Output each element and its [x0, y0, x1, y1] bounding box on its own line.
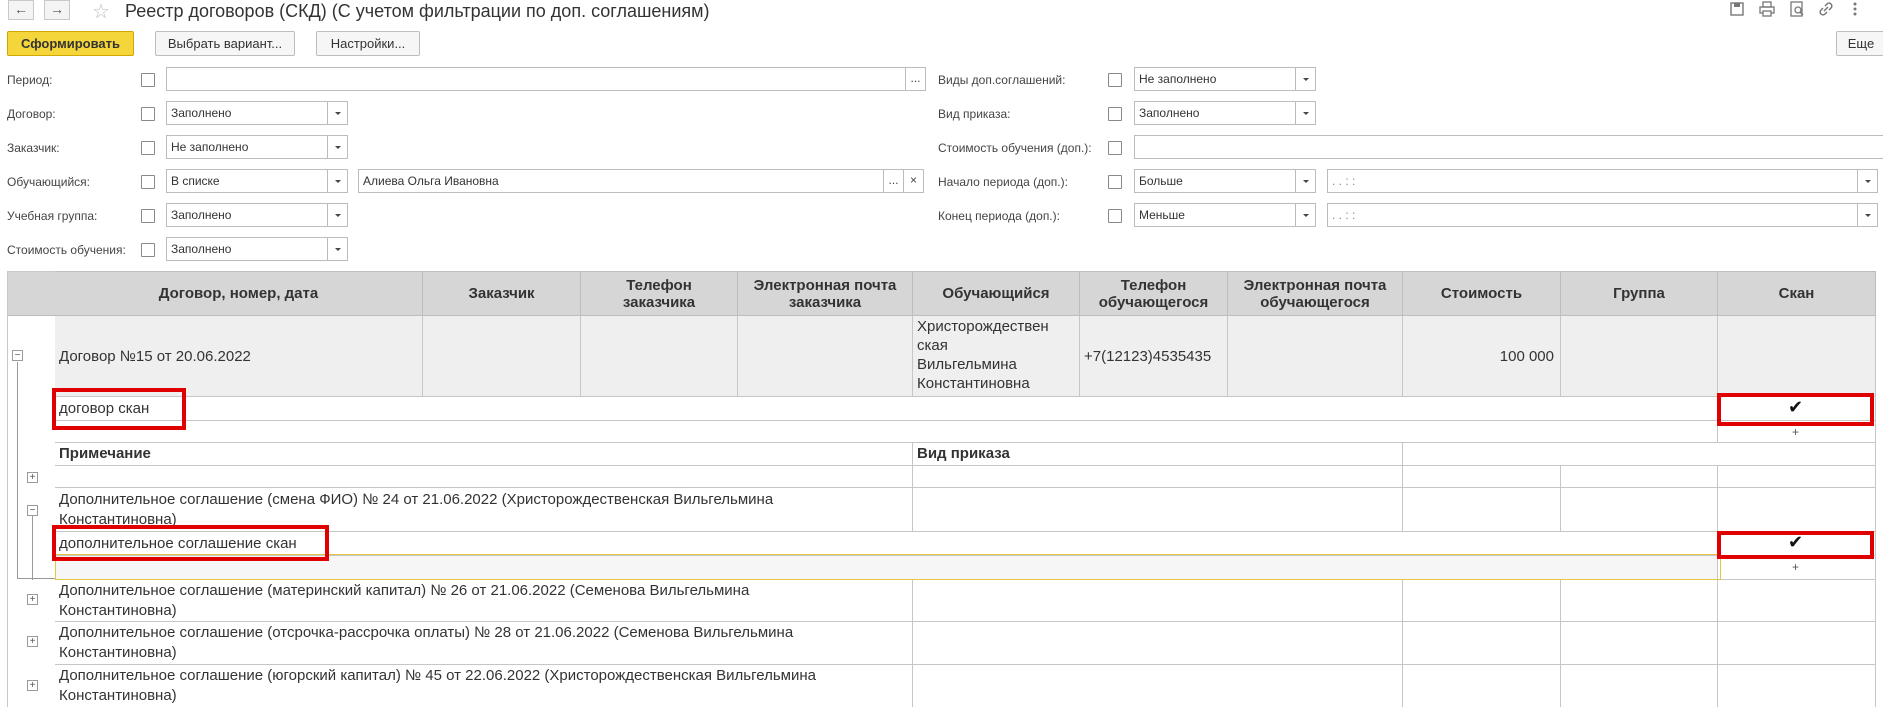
student-clear-button[interactable]: × [904, 169, 924, 193]
agreement-row[interactable]: Дополнительное соглашение (смена ФИО) № 24 от 21.06.2022 (Христорождественская Вильгельмина Константиновна) [55, 488, 913, 532]
addagr-types-select[interactable]: Не заполнено [1134, 67, 1296, 91]
annotation-highlight-box [52, 525, 329, 561]
more-button[interactable]: Еще [1836, 31, 1883, 56]
student-condition-dropdown-button[interactable] [328, 169, 348, 193]
customer-cell [423, 316, 581, 397]
link-icon[interactable] [1818, 1, 1834, 17]
annotation-highlight-box [1717, 531, 1874, 559]
period-end-add-date-dropdown-button[interactable] [1858, 203, 1878, 227]
header-customer-phone: Телефон заказчика [581, 271, 738, 316]
period-end-add-condition-select[interactable]: Меньше [1134, 203, 1296, 227]
cost-select[interactable]: Заполнено [166, 237, 328, 261]
customer-checkbox[interactable] [141, 141, 155, 155]
order-type-select[interactable]: Заполнено [1134, 101, 1296, 125]
period-end-add-checkbox[interactable] [1108, 209, 1122, 223]
collapse-toggle[interactable]: − [12, 350, 23, 361]
expand-toggle[interactable]: + [27, 636, 38, 647]
header-student-phone: Телефон обучающегося [1080, 271, 1228, 316]
header-scan: Скан [1718, 271, 1876, 316]
settings-button[interactable]: Настройки... [316, 31, 420, 56]
agreement-cell [1403, 580, 1561, 622]
student-value-input[interactable]: Алиева Ольга Ивановна [358, 169, 884, 193]
annotation-highlight-box [52, 388, 186, 430]
contract-checkbox[interactable] [141, 107, 155, 121]
group-select[interactable]: Заполнено [166, 203, 328, 227]
tree-line [17, 578, 55, 579]
forward-button[interactable] [44, 0, 70, 20]
period-start-add-condition-dropdown-button[interactable] [1296, 169, 1316, 193]
cost-add-input[interactable] [1134, 135, 1883, 159]
customer-email-cell [738, 316, 913, 397]
plus-icon: + [1792, 560, 1800, 574]
check-icon: ✔ [1788, 397, 1804, 417]
collapse-toggle[interactable]: − [27, 505, 38, 516]
header-customer: Заказчик [423, 271, 581, 316]
annotation-highlight-box [1717, 393, 1874, 426]
contract-scan-spacer [55, 421, 1718, 443]
student-condition-select[interactable]: В списке [166, 169, 328, 193]
addagr-types-dropdown-button[interactable] [1296, 67, 1316, 91]
student-checkbox[interactable] [141, 175, 155, 189]
more-vertical-icon[interactable] [1850, 1, 1860, 17]
agreement-cell [1561, 665, 1718, 707]
arrow-right-icon: → [50, 1, 64, 17]
back-button[interactable] [8, 0, 34, 20]
agreement-cell [913, 580, 1403, 622]
plus-icon: + [1792, 425, 1800, 439]
group-cell [1561, 316, 1718, 397]
period-select-button[interactable]: ... [906, 67, 926, 91]
customer-label: Заказчик: [7, 141, 60, 155]
agreement-cell [1718, 622, 1876, 665]
addagr-types-label: Виды доп.соглашений: [938, 73, 1066, 87]
title-bar [0, 0, 1883, 22]
scan-cell [1718, 316, 1876, 397]
customer-dropdown-button[interactable] [328, 135, 348, 159]
agreement-scan-label: дополнительное соглашение скан [59, 535, 297, 552]
list-item-cell [1561, 466, 1718, 488]
period-end-add-date-input[interactable]: . . : : [1327, 203, 1858, 227]
order-type-label: Вид приказа: [938, 107, 1011, 121]
contract-number: Договор №15 от 20.06.2022 [59, 348, 251, 365]
agreement-cell [913, 622, 1403, 665]
check-icon: ✔ [1788, 532, 1804, 552]
order-type-checkbox[interactable] [1108, 107, 1122, 121]
agreement-cell [1718, 580, 1876, 622]
period-start-add-label: Начало периода (доп.): [938, 175, 1068, 189]
tree-line [32, 514, 33, 580]
list-item-cell [1718, 466, 1876, 488]
order-type-subheader: Вид приказа [913, 443, 1403, 466]
agreement-cell [1561, 488, 1718, 532]
group-checkbox[interactable] [141, 209, 155, 223]
period-start-add-date-input[interactable]: . . : : [1327, 169, 1858, 193]
header-student: Обучающийся [913, 271, 1080, 316]
agreement-cell [1718, 488, 1876, 532]
student-email-cell [1228, 316, 1403, 397]
student-label: Обучающийся: [7, 175, 90, 189]
contract-select[interactable]: Заполнено [166, 101, 328, 125]
agreement-cell [1561, 622, 1718, 665]
student-select-button[interactable]: ... [884, 169, 904, 193]
period-start-add-condition-select[interactable]: Больше [1134, 169, 1296, 193]
tree-line [17, 362, 18, 578]
period-end-add-label: Конец периода (доп.): [938, 209, 1060, 223]
agreement-cell [913, 665, 1403, 707]
agreement-cell [1718, 665, 1876, 707]
agreement-cell [913, 488, 1403, 532]
arrow-left-icon: ← [14, 1, 28, 17]
agreement-cell [1403, 665, 1561, 707]
note-subheader: Примечание [55, 443, 913, 466]
list-item-cell [913, 466, 1403, 488]
agreement-scan-add-cell[interactable] [1718, 556, 1876, 580]
header-gutter [8, 272, 55, 316]
customer-phone-cell [581, 316, 738, 397]
header-student-email: Электронная почта обучающегося [1228, 271, 1403, 316]
agreement-row[interactable]: Дополнительное соглашение (отсрочка-рассрочка оплаты) № 28 от 21.06.2022 (Семенова Вильгельмина Константиновна) [55, 622, 913, 665]
cost-add-checkbox[interactable] [1108, 141, 1122, 155]
page-title: Реестр договоров (СКД) (С учетом фильтрации по доп. соглашениям) [125, 1, 710, 21]
expand-toggle[interactable]: + [27, 680, 38, 691]
contract-dropdown-button[interactable] [328, 101, 348, 125]
cost-label: Стоимость обучения: [7, 243, 126, 257]
choose-variant-button[interactable]: Выбрать вариант... [155, 31, 295, 56]
expand-toggle[interactable]: + [27, 472, 38, 483]
header-group: Группа [1561, 271, 1718, 316]
star-icon[interactable]: ☆ [92, 1, 110, 23]
cost-add-label: Стоимость обучения (доп.): [938, 141, 1092, 155]
subheader-empty [1403, 443, 1876, 466]
generate-button[interactable]: Сформировать [7, 31, 134, 56]
cost-dropdown-button[interactable] [328, 237, 348, 261]
group-dropdown-button[interactable] [328, 203, 348, 227]
student-phone-cell: +7(12123)4535435 [1080, 316, 1228, 397]
period-start-add-date-dropdown-button[interactable] [1858, 169, 1878, 193]
print-icon[interactable] [1759, 1, 1775, 17]
agreement-row[interactable]: Дополнительное соглашение (югорский капитал) № 45 от 22.06.2022 (Христорождественская Вильгельмина Константиновна) [55, 665, 913, 707]
list-item-cell [1403, 466, 1561, 488]
contract-label: Договор: [7, 107, 56, 121]
addagr-types-checkbox[interactable] [1108, 73, 1122, 87]
agreement-cell [1561, 580, 1718, 622]
period-label: Период: [7, 73, 53, 87]
header-contract: Договор, номер, дата [55, 271, 423, 316]
group-label: Учебная группа: [7, 209, 98, 223]
list-item [55, 466, 913, 488]
contract-scan-row[interactable] [55, 397, 1721, 421]
agreement-row[interactable]: Дополнительное соглашение (материнский капитал) № 26 от 21.06.2022 (Семенова Вильгельмина Константиновна) [55, 580, 913, 622]
period-checkbox[interactable] [141, 73, 155, 87]
cost-cell: 100 000 [1403, 316, 1561, 397]
period-end-add-condition-dropdown-button[interactable] [1296, 203, 1316, 227]
agreement-cell [1403, 622, 1561, 665]
customer-select[interactable]: Не заполнено [166, 135, 328, 159]
cost-checkbox[interactable] [141, 243, 155, 257]
expand-toggle[interactable]: + [27, 594, 38, 605]
period-start-add-checkbox[interactable] [1108, 175, 1122, 189]
student-cell: Христорождествен ская Вильгельмина Константиновна [913, 316, 1080, 397]
agreement-cell [1403, 488, 1561, 532]
contract-scan-label: договор скан [59, 400, 150, 417]
period-input[interactable] [166, 67, 906, 91]
header-cost: Стоимость [1403, 271, 1561, 316]
header-customer-email: Электронная почта заказчика [738, 271, 913, 316]
preview-icon[interactable] [1789, 1, 1805, 17]
save-icon[interactable] [1729, 1, 1745, 17]
order-type-dropdown-button[interactable] [1296, 101, 1316, 125]
